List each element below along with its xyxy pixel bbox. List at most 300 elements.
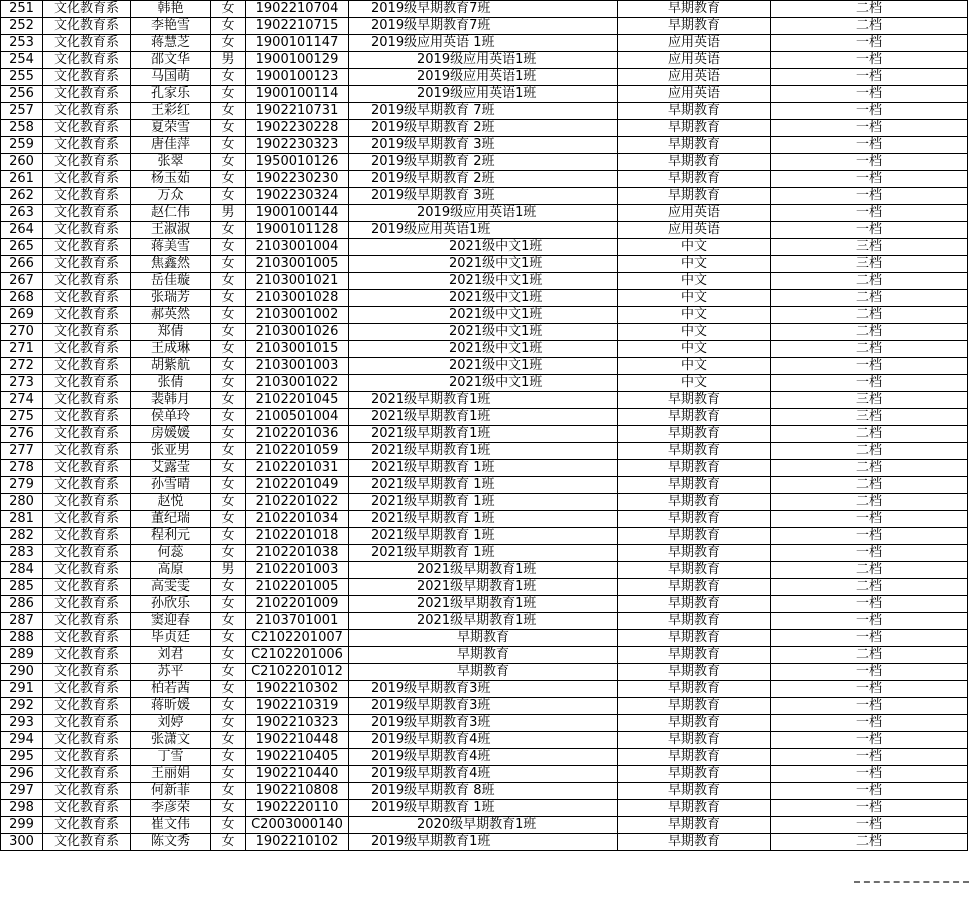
cell-department[interactable]: 文化教育系 (43, 596, 131, 613)
cell-gender[interactable]: 女 (211, 715, 246, 732)
cell-major[interactable]: 早期教育 (618, 766, 771, 783)
cell-aid-level[interactable]: 一档 (771, 596, 968, 613)
cell-row-number[interactable]: 268 (1, 290, 43, 307)
cell-major[interactable]: 早期教育 (618, 18, 771, 35)
cell-gender[interactable]: 女 (211, 460, 246, 477)
cell-row-number[interactable]: 257 (1, 103, 43, 120)
cell-major[interactable]: 早期教育 (618, 426, 771, 443)
cell-major[interactable]: 早期教育 (618, 800, 771, 817)
cell-class[interactable]: 早期教育 (349, 630, 618, 647)
cell-student-name[interactable]: 苏平 (131, 664, 211, 681)
cell-major[interactable]: 早期教育 (618, 817, 771, 834)
cell-student-id[interactable]: 1900101147 (246, 35, 349, 52)
cell-department[interactable]: 文化教育系 (43, 460, 131, 477)
cell-department[interactable]: 文化教育系 (43, 766, 131, 783)
cell-major[interactable]: 中文 (618, 239, 771, 256)
cell-department[interactable]: 文化教育系 (43, 426, 131, 443)
cell-department[interactable]: 文化教育系 (43, 205, 131, 222)
cell-row-number[interactable]: 263 (1, 205, 43, 222)
cell-department[interactable]: 文化教育系 (43, 613, 131, 630)
cell-major[interactable]: 中文 (618, 290, 771, 307)
cell-student-id[interactable]: 1902210715 (246, 18, 349, 35)
cell-aid-level[interactable]: 二档 (771, 341, 968, 358)
cell-row-number[interactable]: 283 (1, 545, 43, 562)
cell-student-id[interactable]: 1902230323 (246, 137, 349, 154)
cell-aid-level[interactable]: 二档 (771, 1, 968, 18)
cell-class[interactable]: 2021级中文1班 (349, 307, 618, 324)
cell-gender[interactable]: 女 (211, 596, 246, 613)
cell-student-name[interactable]: 王成琳 (131, 341, 211, 358)
cell-department[interactable]: 文化教育系 (43, 511, 131, 528)
cell-major[interactable]: 早期教育 (618, 171, 771, 188)
cell-student-name[interactable]: 王彩红 (131, 103, 211, 120)
cell-student-id[interactable]: 2100501004 (246, 409, 349, 426)
cell-aid-level[interactable]: 二档 (771, 18, 968, 35)
cell-major[interactable]: 早期教育 (618, 664, 771, 681)
cell-class[interactable]: 早期教育 (349, 664, 618, 681)
cell-major[interactable]: 早期教育 (618, 732, 771, 749)
cell-class[interactable]: 2019级早期教育7班 (349, 18, 618, 35)
cell-aid-level[interactable]: 一档 (771, 715, 968, 732)
cell-aid-level[interactable]: 一档 (771, 120, 968, 137)
cell-class[interactable]: 2019级早期教育3班 (349, 698, 618, 715)
cell-student-name[interactable]: 丁雪 (131, 749, 211, 766)
cell-row-number[interactable]: 262 (1, 188, 43, 205)
cell-student-name[interactable]: 赵仁伟 (131, 205, 211, 222)
cell-row-number[interactable]: 292 (1, 698, 43, 715)
cell-gender[interactable]: 女 (211, 766, 246, 783)
cell-student-name[interactable]: 刘君 (131, 647, 211, 664)
cell-row-number[interactable]: 273 (1, 375, 43, 392)
cell-student-name[interactable]: 董纪瑞 (131, 511, 211, 528)
cell-gender[interactable]: 女 (211, 698, 246, 715)
cell-department[interactable]: 文化教育系 (43, 443, 131, 460)
cell-department[interactable]: 文化教育系 (43, 698, 131, 715)
cell-aid-level[interactable]: 一档 (771, 35, 968, 52)
cell-student-name[interactable]: 侯单玲 (131, 409, 211, 426)
cell-major[interactable]: 中文 (618, 358, 771, 375)
cell-aid-level[interactable]: 二档 (771, 460, 968, 477)
cell-gender[interactable]: 男 (211, 562, 246, 579)
cell-gender[interactable]: 女 (211, 494, 246, 511)
cell-student-name[interactable]: 孙雪晴 (131, 477, 211, 494)
cell-class[interactable]: 2021级早期教育 1班 (349, 460, 618, 477)
cell-row-number[interactable]: 255 (1, 69, 43, 86)
cell-row-number[interactable]: 293 (1, 715, 43, 732)
cell-aid-level[interactable]: 一档 (771, 358, 968, 375)
cell-student-name[interactable]: 刘婷 (131, 715, 211, 732)
cell-department[interactable]: 文化教育系 (43, 222, 131, 239)
cell-class[interactable]: 2021级中文1班 (349, 256, 618, 273)
cell-gender[interactable]: 女 (211, 103, 246, 120)
cell-row-number[interactable]: 275 (1, 409, 43, 426)
cell-student-id[interactable]: 1902210405 (246, 749, 349, 766)
cell-gender[interactable]: 女 (211, 35, 246, 52)
cell-department[interactable]: 文化教育系 (43, 341, 131, 358)
cell-department[interactable]: 文化教育系 (43, 188, 131, 205)
cell-department[interactable]: 文化教育系 (43, 324, 131, 341)
cell-row-number[interactable]: 254 (1, 52, 43, 69)
cell-department[interactable]: 文化教育系 (43, 681, 131, 698)
cell-aid-level[interactable]: 三档 (771, 256, 968, 273)
cell-aid-level[interactable]: 一档 (771, 52, 968, 69)
cell-class[interactable]: 2019级早期教育 3班 (349, 188, 618, 205)
cell-gender[interactable]: 女 (211, 681, 246, 698)
cell-class[interactable]: 2021级早期教育1班 (349, 579, 618, 596)
cell-student-name[interactable]: 岳佳璇 (131, 273, 211, 290)
cell-department[interactable]: 文化教育系 (43, 171, 131, 188)
cell-class[interactable]: 2019级早期教育4班 (349, 766, 618, 783)
cell-gender[interactable]: 女 (211, 800, 246, 817)
cell-student-id[interactable]: 2103001028 (246, 290, 349, 307)
cell-student-name[interactable]: 夏荣雪 (131, 120, 211, 137)
cell-student-name[interactable]: 程利元 (131, 528, 211, 545)
cell-major[interactable]: 早期教育 (618, 545, 771, 562)
cell-gender[interactable]: 女 (211, 1, 246, 18)
cell-class[interactable]: 2019级早期教育 2班 (349, 154, 618, 171)
cell-student-name[interactable]: 唐佳萍 (131, 137, 211, 154)
cell-aid-level[interactable]: 一档 (771, 783, 968, 800)
cell-class[interactable]: 2019级早期教育7班 (349, 1, 618, 18)
cell-row-number[interactable]: 277 (1, 443, 43, 460)
cell-gender[interactable]: 女 (211, 290, 246, 307)
cell-row-number[interactable]: 270 (1, 324, 43, 341)
cell-gender[interactable]: 女 (211, 749, 246, 766)
cell-class[interactable]: 2019级早期教育 2班 (349, 171, 618, 188)
cell-class[interactable]: 2019级应用英语1班 (349, 52, 618, 69)
cell-class[interactable]: 2021级中文1班 (349, 273, 618, 290)
cell-student-id[interactable]: 1902230228 (246, 120, 349, 137)
cell-student-id[interactable]: 2102201038 (246, 545, 349, 562)
cell-department[interactable]: 文化教育系 (43, 545, 131, 562)
cell-student-id[interactable]: 1902210102 (246, 834, 349, 851)
cell-aid-level[interactable]: 一档 (771, 188, 968, 205)
cell-row-number[interactable]: 259 (1, 137, 43, 154)
cell-department[interactable]: 文化教育系 (43, 35, 131, 52)
cell-student-name[interactable]: 郑倩 (131, 324, 211, 341)
cell-row-number[interactable]: 253 (1, 35, 43, 52)
cell-major[interactable]: 早期教育 (618, 630, 771, 647)
cell-department[interactable]: 文化教育系 (43, 307, 131, 324)
cell-aid-level[interactable]: 一档 (771, 664, 968, 681)
cell-student-name[interactable]: 蒋美雪 (131, 239, 211, 256)
cell-gender[interactable]: 女 (211, 120, 246, 137)
cell-class[interactable]: 2019级早期教育 2班 (349, 120, 618, 137)
cell-student-id[interactable]: 1902210323 (246, 715, 349, 732)
cell-student-id[interactable]: 1902220110 (246, 800, 349, 817)
cell-row-number[interactable]: 258 (1, 120, 43, 137)
cell-student-id[interactable]: 1900100144 (246, 205, 349, 222)
cell-student-id[interactable]: 2102201031 (246, 460, 349, 477)
cell-student-name[interactable]: 李彦荣 (131, 800, 211, 817)
cell-class[interactable]: 2021级早期教育1班 (349, 443, 618, 460)
cell-gender[interactable]: 女 (211, 613, 246, 630)
cell-gender[interactable]: 男 (211, 52, 246, 69)
cell-student-name[interactable]: 高原 (131, 562, 211, 579)
cell-student-id[interactable]: C2102201006 (246, 647, 349, 664)
cell-aid-level[interactable]: 二档 (771, 307, 968, 324)
cell-department[interactable]: 文化教育系 (43, 137, 131, 154)
cell-major[interactable]: 应用英语 (618, 35, 771, 52)
cell-gender[interactable]: 女 (211, 511, 246, 528)
cell-row-number[interactable]: 282 (1, 528, 43, 545)
cell-department[interactable]: 文化教育系 (43, 494, 131, 511)
cell-major[interactable]: 中文 (618, 375, 771, 392)
cell-row-number[interactable]: 289 (1, 647, 43, 664)
cell-row-number[interactable]: 272 (1, 358, 43, 375)
cell-gender[interactable]: 女 (211, 358, 246, 375)
cell-row-number[interactable]: 269 (1, 307, 43, 324)
cell-gender[interactable]: 女 (211, 18, 246, 35)
cell-student-name[interactable]: 蒋昕媛 (131, 698, 211, 715)
cell-student-id[interactable]: 1902210448 (246, 732, 349, 749)
cell-gender[interactable]: 女 (211, 188, 246, 205)
cell-gender[interactable]: 女 (211, 630, 246, 647)
cell-aid-level[interactable]: 一档 (771, 698, 968, 715)
cell-aid-level[interactable]: 二档 (771, 426, 968, 443)
cell-department[interactable]: 文化教育系 (43, 783, 131, 800)
cell-student-name[interactable]: 胡紫航 (131, 358, 211, 375)
cell-gender[interactable]: 女 (211, 392, 246, 409)
cell-student-id[interactable]: 1902230230 (246, 171, 349, 188)
cell-row-number[interactable]: 251 (1, 1, 43, 18)
cell-row-number[interactable]: 287 (1, 613, 43, 630)
cell-aid-level[interactable]: 一档 (771, 545, 968, 562)
cell-student-name[interactable]: 张翠 (131, 154, 211, 171)
cell-gender[interactable]: 女 (211, 324, 246, 341)
cell-major[interactable]: 早期教育 (618, 460, 771, 477)
cell-gender[interactable]: 女 (211, 154, 246, 171)
cell-department[interactable]: 文化教育系 (43, 834, 131, 851)
cell-row-number[interactable]: 286 (1, 596, 43, 613)
cell-row-number[interactable]: 267 (1, 273, 43, 290)
cell-row-number[interactable]: 265 (1, 239, 43, 256)
cell-department[interactable]: 文化教育系 (43, 256, 131, 273)
cell-gender[interactable]: 女 (211, 273, 246, 290)
cell-major[interactable]: 应用英语 (618, 69, 771, 86)
cell-gender[interactable]: 女 (211, 545, 246, 562)
cell-student-name[interactable]: 窦迎春 (131, 613, 211, 630)
cell-major[interactable]: 早期教育 (618, 409, 771, 426)
cell-gender[interactable]: 女 (211, 477, 246, 494)
cell-major[interactable]: 应用英语 (618, 205, 771, 222)
cell-department[interactable]: 文化教育系 (43, 273, 131, 290)
cell-student-id[interactable]: 1950010126 (246, 154, 349, 171)
cell-gender[interactable]: 女 (211, 783, 246, 800)
cell-student-id[interactable]: 2103001021 (246, 273, 349, 290)
cell-student-id[interactable]: C2102201007 (246, 630, 349, 647)
cell-aid-level[interactable]: 一档 (771, 375, 968, 392)
cell-department[interactable]: 文化教育系 (43, 409, 131, 426)
cell-class[interactable]: 2021级早期教育1班 (349, 426, 618, 443)
cell-department[interactable]: 文化教育系 (43, 120, 131, 137)
cell-student-name[interactable]: 王丽娟 (131, 766, 211, 783)
cell-aid-level[interactable]: 二档 (771, 324, 968, 341)
cell-class[interactable]: 2019级早期教育4班 (349, 749, 618, 766)
cell-aid-level[interactable]: 一档 (771, 86, 968, 103)
cell-class[interactable]: 2019级应用英语1班 (349, 86, 618, 103)
cell-student-id[interactable]: 2103001022 (246, 375, 349, 392)
cell-row-number[interactable]: 264 (1, 222, 43, 239)
cell-class[interactable]: 2021级早期教育 1班 (349, 528, 618, 545)
cell-gender[interactable]: 女 (211, 664, 246, 681)
cell-student-id[interactable]: 2102201045 (246, 392, 349, 409)
cell-major[interactable]: 早期教育 (618, 137, 771, 154)
cell-student-id[interactable]: 2102201005 (246, 579, 349, 596)
cell-gender[interactable]: 女 (211, 732, 246, 749)
cell-department[interactable]: 文化教育系 (43, 290, 131, 307)
cell-major[interactable]: 中文 (618, 341, 771, 358)
cell-row-number[interactable]: 260 (1, 154, 43, 171)
cell-student-id[interactable]: 1902210302 (246, 681, 349, 698)
cell-gender[interactable]: 女 (211, 647, 246, 664)
cell-student-name[interactable]: 孔家乐 (131, 86, 211, 103)
cell-major[interactable]: 早期教育 (618, 1, 771, 18)
cell-student-name[interactable]: 焦鑫然 (131, 256, 211, 273)
cell-department[interactable]: 文化教育系 (43, 817, 131, 834)
cell-major[interactable]: 早期教育 (618, 834, 771, 851)
cell-aid-level[interactable]: 一档 (771, 817, 968, 834)
cell-aid-level[interactable]: 二档 (771, 494, 968, 511)
cell-aid-level[interactable]: 一档 (771, 103, 968, 120)
cell-class[interactable]: 2019级应用英语1班 (349, 69, 618, 86)
cell-class[interactable]: 2021级中文1班 (349, 290, 618, 307)
cell-student-name[interactable]: 陈文秀 (131, 834, 211, 851)
cell-department[interactable]: 文化教育系 (43, 579, 131, 596)
cell-row-number[interactable]: 261 (1, 171, 43, 188)
cell-aid-level[interactable]: 二档 (771, 477, 968, 494)
cell-row-number[interactable]: 276 (1, 426, 43, 443)
cell-student-name[interactable]: 马国萌 (131, 69, 211, 86)
cell-class[interactable]: 2019级早期教育3班 (349, 715, 618, 732)
cell-aid-level[interactable]: 一档 (771, 222, 968, 239)
cell-student-name[interactable]: 万众 (131, 188, 211, 205)
cell-major[interactable]: 中文 (618, 324, 771, 341)
cell-student-name[interactable]: 杨玉茹 (131, 171, 211, 188)
cell-row-number[interactable]: 288 (1, 630, 43, 647)
cell-student-id[interactable]: 1900101128 (246, 222, 349, 239)
cell-row-number[interactable]: 300 (1, 834, 43, 851)
cell-department[interactable]: 文化教育系 (43, 18, 131, 35)
cell-aid-level[interactable]: 一档 (771, 511, 968, 528)
cell-row-number[interactable]: 294 (1, 732, 43, 749)
cell-student-name[interactable]: 艾露莹 (131, 460, 211, 477)
cell-gender[interactable]: 女 (211, 307, 246, 324)
cell-student-name[interactable]: 裴韩月 (131, 392, 211, 409)
cell-row-number[interactable]: 279 (1, 477, 43, 494)
cell-major[interactable]: 早期教育 (618, 613, 771, 630)
cell-student-name[interactable]: 孙欣乐 (131, 596, 211, 613)
cell-student-name[interactable]: 房媛媛 (131, 426, 211, 443)
cell-gender[interactable]: 女 (211, 409, 246, 426)
cell-student-name[interactable]: 韩艳 (131, 1, 211, 18)
cell-student-id[interactable]: 2102201003 (246, 562, 349, 579)
cell-major[interactable]: 早期教育 (618, 120, 771, 137)
cell-major[interactable]: 中文 (618, 256, 771, 273)
cell-row-number[interactable]: 271 (1, 341, 43, 358)
cell-student-id[interactable]: 2103001005 (246, 256, 349, 273)
cell-row-number[interactable]: 296 (1, 766, 43, 783)
cell-student-id[interactable]: 1902210319 (246, 698, 349, 715)
cell-class[interactable]: 2021级中文1班 (349, 375, 618, 392)
cell-row-number[interactable]: 297 (1, 783, 43, 800)
cell-row-number[interactable]: 281 (1, 511, 43, 528)
cell-student-id[interactable]: 1902210731 (246, 103, 349, 120)
cell-gender[interactable]: 女 (211, 171, 246, 188)
cell-student-name[interactable]: 张瑞芳 (131, 290, 211, 307)
cell-student-id[interactable]: 2103001026 (246, 324, 349, 341)
cell-student-name[interactable]: 邵文华 (131, 52, 211, 69)
cell-aid-level[interactable]: 一档 (771, 154, 968, 171)
cell-student-name[interactable]: 张亚男 (131, 443, 211, 460)
cell-student-id[interactable]: 2102201059 (246, 443, 349, 460)
cell-gender[interactable]: 女 (211, 443, 246, 460)
cell-class[interactable]: 2019级早期教育1班 (349, 834, 618, 851)
cell-student-name[interactable]: 毕贞廷 (131, 630, 211, 647)
cell-student-name[interactable]: 张潇文 (131, 732, 211, 749)
cell-department[interactable]: 文化教育系 (43, 630, 131, 647)
cell-gender[interactable]: 女 (211, 222, 246, 239)
cell-row-number[interactable]: 290 (1, 664, 43, 681)
cell-department[interactable]: 文化教育系 (43, 800, 131, 817)
cell-major[interactable]: 早期教育 (618, 494, 771, 511)
cell-aid-level[interactable]: 二档 (771, 443, 968, 460)
cell-major[interactable]: 早期教育 (618, 511, 771, 528)
cell-department[interactable]: 文化教育系 (43, 239, 131, 256)
cell-class[interactable]: 2020级早期教育1班 (349, 817, 618, 834)
cell-department[interactable]: 文化教育系 (43, 1, 131, 18)
cell-class[interactable]: 2021级早期教育 1班 (349, 494, 618, 511)
cell-student-name[interactable]: 何新菲 (131, 783, 211, 800)
cell-class[interactable]: 2021级中文1班 (349, 239, 618, 256)
cell-student-name[interactable]: 何蕊 (131, 545, 211, 562)
cell-student-name[interactable]: 蒋慧芝 (131, 35, 211, 52)
cell-major[interactable]: 早期教育 (618, 783, 771, 800)
cell-class[interactable]: 2019级早期教育3班 (349, 681, 618, 698)
cell-aid-level[interactable]: 一档 (771, 528, 968, 545)
cell-student-id[interactable]: 2102201049 (246, 477, 349, 494)
cell-student-name[interactable]: 张倩 (131, 375, 211, 392)
cell-department[interactable]: 文化教育系 (43, 562, 131, 579)
cell-major[interactable]: 早期教育 (618, 477, 771, 494)
cell-aid-level[interactable]: 三档 (771, 409, 968, 426)
cell-gender[interactable]: 女 (211, 426, 246, 443)
cell-aid-level[interactable]: 二档 (771, 834, 968, 851)
cell-aid-level[interactable]: 三档 (771, 239, 968, 256)
cell-aid-level[interactable]: 三档 (771, 392, 968, 409)
cell-aid-level[interactable]: 一档 (771, 749, 968, 766)
cell-class[interactable]: 2019级应用英语1班 (349, 222, 618, 239)
cell-row-number[interactable]: 295 (1, 749, 43, 766)
cell-department[interactable]: 文化教育系 (43, 647, 131, 664)
cell-student-name[interactable]: 李艳雪 (131, 18, 211, 35)
cell-aid-level[interactable]: 二档 (771, 273, 968, 290)
cell-major[interactable]: 早期教育 (618, 562, 771, 579)
cell-department[interactable]: 文化教育系 (43, 86, 131, 103)
cell-department[interactable]: 文化教育系 (43, 69, 131, 86)
cell-department[interactable]: 文化教育系 (43, 477, 131, 494)
cell-student-name[interactable]: 王淑淑 (131, 222, 211, 239)
cell-class[interactable]: 2019级早期教育 3班 (349, 137, 618, 154)
cell-student-id[interactable]: 1902210704 (246, 1, 349, 18)
cell-major[interactable]: 早期教育 (618, 749, 771, 766)
cell-student-name[interactable]: 崔文伟 (131, 817, 211, 834)
cell-gender[interactable]: 女 (211, 341, 246, 358)
cell-class[interactable]: 2021级早期教育1班 (349, 562, 618, 579)
cell-row-number[interactable]: 284 (1, 562, 43, 579)
cell-student-id[interactable]: 2102201034 (246, 511, 349, 528)
cell-student-name[interactable]: 郝英然 (131, 307, 211, 324)
